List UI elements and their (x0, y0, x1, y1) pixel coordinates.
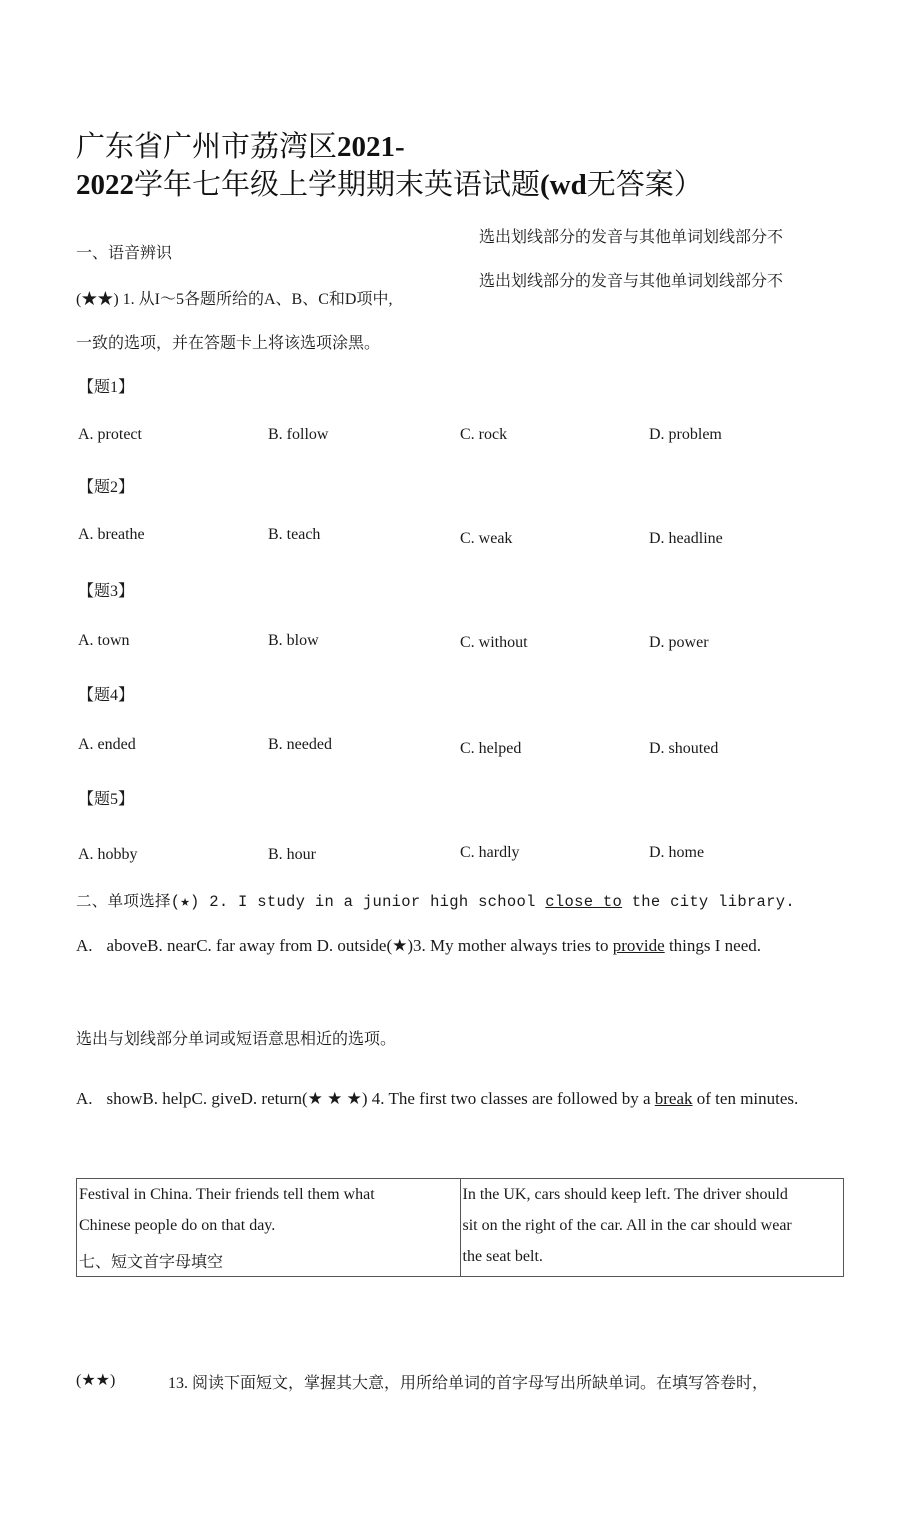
section-7-heading: 七、短文首字母填空 (79, 1254, 224, 1271)
q3-options-line (76, 1089, 798, 1109)
title-text: 广东省广州市荔湾区 (76, 131, 338, 163)
q3-option-a-label: A. (76, 1089, 93, 1108)
instruction-prefix: (★★) 1. 从I〜5各题所给的A、B、C和D项中, (76, 291, 393, 308)
q2-option-a-label: A. (76, 936, 93, 955)
document-title-line-1 (76, 128, 405, 166)
option-5c: C. hardly (460, 844, 520, 861)
title-suffix: 无答案） (586, 169, 703, 201)
section-2-instruction: 选出与划线部分单词或短语意思相近的选项。 (76, 1031, 397, 1048)
table-right-line-1: In the UK, cars should keep left. The driver should (462, 1186, 788, 1203)
question-label-4: 【题4】 (78, 687, 135, 704)
section-7-instruction: 13. 阅读下面短文，掌握其大意，用所给单词的首字母写出所缺单词。在填写答卷时， (168, 1375, 769, 1392)
q2-text-prefix: 二、单项选择(★) 2. I study in a junior high school (76, 893, 546, 911)
option-1c: C. rock (460, 426, 508, 443)
option-1d: D. problem (649, 426, 722, 443)
option-2d: D. headline (649, 530, 723, 547)
document-title-line-2 (76, 166, 703, 204)
option-2c: C. weak (460, 530, 513, 547)
title-year-end: 2022 (76, 169, 134, 201)
question-label-2: 【题2】 (78, 479, 135, 496)
option-5d: D. home (649, 844, 705, 861)
instruction-right-line-2: 选出划线部分的发音与其他单词划线部分不 (479, 273, 784, 290)
table-cell-left (77, 1179, 461, 1277)
q3-underlined-word: provide (612, 936, 665, 955)
section-7-stars: (★★) (76, 1372, 116, 1389)
q3-text-suffix: things I need. (664, 936, 762, 955)
table-row (77, 1179, 844, 1277)
option-3c: C. without (460, 634, 528, 651)
option-5b: B. hour (268, 846, 316, 863)
passage-table (76, 1178, 844, 1277)
option-4a: A. ended (78, 736, 136, 753)
option-3a: A. town (78, 632, 130, 649)
table-cell-right (460, 1179, 844, 1277)
question-label-1: 【题1】 (78, 379, 135, 396)
q3-options-text: showB. helpC. giveD. return(★ ★ ★) 4. The first two classes are followed by a (106, 1089, 655, 1108)
option-1a: A. protect (78, 426, 142, 443)
q4-underlined-word: break (654, 1089, 693, 1108)
option-4b: B. needed (268, 736, 332, 753)
q2-underlined-phrase: close to (545, 893, 623, 911)
option-4d: D. shouted (649, 740, 719, 757)
question-label-3: 【题3】 (78, 583, 135, 600)
title-format: (wd (540, 169, 587, 201)
option-2a: A. breathe (78, 526, 145, 543)
q2-options-line (76, 936, 761, 956)
section-2-question-2 (76, 889, 795, 911)
instruction-continued: 一致的选项，并在答题卡上将该选项涂黑。 (76, 335, 381, 352)
option-5a: A. hobby (78, 846, 138, 863)
q2-options-text: aboveB. nearC. far away from D. outside(★)3. My mother always tries to (106, 936, 613, 955)
q4-text-suffix: of ten minutes. (692, 1089, 799, 1108)
table-right-line-2: sit on the right of the car. All in the car should wear (462, 1217, 792, 1234)
option-4c: C. helped (460, 740, 522, 757)
section-1-heading: 一、语音辨识 (76, 245, 173, 262)
question-label-5: 【题5】 (78, 791, 135, 808)
title-text-2: 学年七年级上学期期末英语试题 (134, 169, 541, 201)
q2-text-suffix: the city library. (622, 893, 795, 911)
table-right-line-3: the seat belt. (462, 1248, 543, 1265)
option-2b: B. teach (268, 526, 321, 543)
option-3d: D. power (649, 634, 709, 651)
option-3b: B. blow (268, 632, 319, 649)
title-year: 2021- (337, 131, 405, 163)
option-1b: B. follow (268, 426, 329, 443)
instruction-right-line-1: 选出划线部分的发音与其他单词划线部分不 (479, 229, 784, 246)
table-left-line-1: Festival in China. Their friends tell them what (79, 1186, 375, 1203)
table-left-line-2: Chinese people do on that day. (79, 1217, 276, 1234)
